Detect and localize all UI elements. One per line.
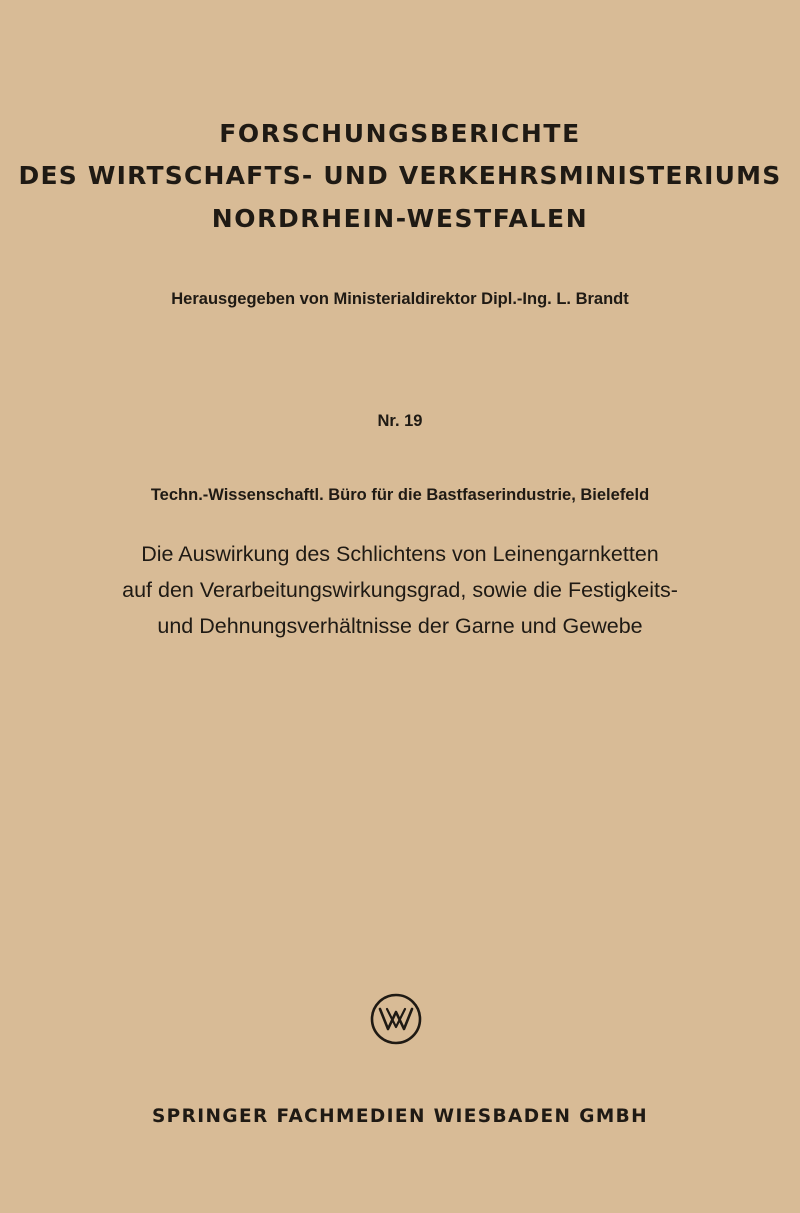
author-line: Techn.-Wissenschaftl. Büro für die Bastfaserindustrie, Bielefeld — [150, 486, 650, 504]
editor-line: Herausgegeben von Ministerialdirektor Dipl.-Ing. L. Brandt — [171, 290, 629, 308]
series-title-line-2: DES WIRTSCHAFTS- UND VERKEHRSMINISTERIUMS — [18, 161, 782, 190]
issue-number: Nr. 19 — [377, 412, 423, 430]
series-title-line-3: NORDRHEIN-WESTFALEN — [211, 204, 589, 233]
book-title-line-1: Die Auswirkung des Schlichtens von Leinengarnketten — [141, 542, 659, 566]
publisher-name: SPRINGER FACHMEDIEN WIESBADEN GMBH — [151, 1106, 649, 1127]
series-title-line-1: FORSCHUNGSBERICHTE — [219, 119, 581, 148]
book-title-line-2: auf den Verarbeitungswirkungsgrad, sowie die Festigkeits- — [122, 578, 678, 602]
book-title-line-3: und Dehnungsverhältnisse der Garne und Gewebe — [157, 614, 643, 638]
springer-vw-logo-icon — [370, 993, 422, 1045]
